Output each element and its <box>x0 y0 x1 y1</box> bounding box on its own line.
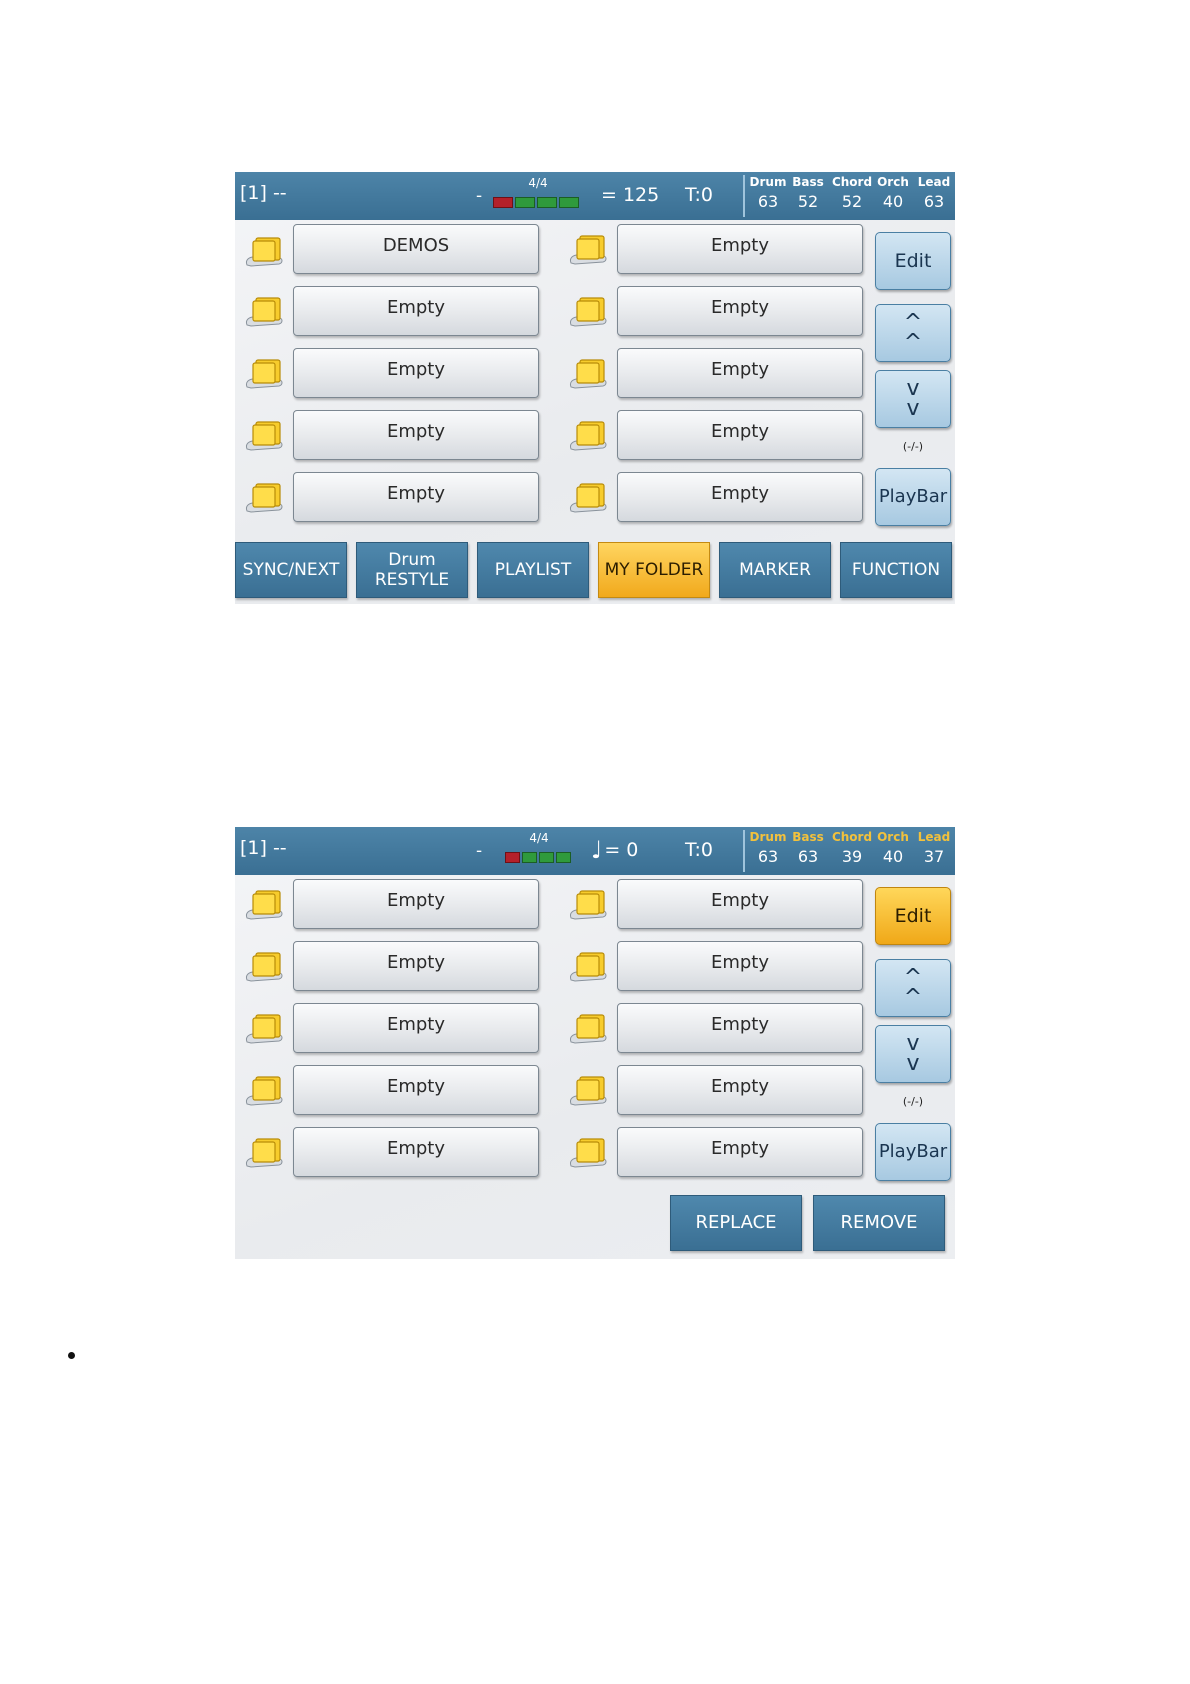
page-up-button[interactable] <box>875 959 951 1017</box>
tab-label: MY FOLDER <box>604 560 704 580</box>
song-name: [1] -- <box>240 837 287 859</box>
folder-icon <box>567 292 609 332</box>
mixer-label: Bass <box>792 830 824 844</box>
beat-indicator <box>505 852 520 863</box>
beat-indicator <box>537 197 557 208</box>
chevron-down-icon: v <box>906 396 920 421</box>
tempo-value: = 125 <box>601 184 660 206</box>
mixer-value: 52 <box>841 192 863 211</box>
song-name: [1] -- <box>240 182 287 204</box>
folder-slot-button[interactable]: Empty <box>617 879 863 929</box>
status-bar <box>235 172 955 220</box>
mixer-value: 52 <box>797 192 819 211</box>
mixer-bass <box>787 174 829 214</box>
folder-slot-button[interactable]: Empty <box>293 410 539 460</box>
folder-icon <box>243 354 285 394</box>
folder-slot-button[interactable]: Empty <box>293 879 539 929</box>
mixer-value: 63 <box>757 847 779 866</box>
remove-button[interactable]: REMOVE <box>813 1195 945 1251</box>
folder-icon <box>243 947 285 987</box>
tab-label: RESTYLE <box>374 570 450 590</box>
folder-slot-button[interactable]: Empty <box>617 348 863 398</box>
chevron-up-icon: ^ <box>903 985 923 1010</box>
mixer-value: 39 <box>841 847 863 866</box>
page-down-button[interactable] <box>875 1025 951 1083</box>
folder-icon <box>243 416 285 456</box>
chevron-down-icon: v <box>906 376 920 401</box>
mixer-label: Lead <box>917 830 951 844</box>
mixer-value: 40 <box>882 192 904 211</box>
beat-indicator <box>539 852 554 863</box>
mixer-drum <box>747 829 789 869</box>
mixer-label: Orch <box>877 830 909 844</box>
mixer-label: Drum <box>749 175 787 189</box>
tab-drum-restyle[interactable] <box>356 542 468 598</box>
folder-icon <box>567 947 609 987</box>
tab-sync-next[interactable] <box>235 542 347 598</box>
mixer-drum <box>747 174 789 214</box>
mixer-chord <box>831 829 873 869</box>
page-indicator: (-/-) <box>902 1095 924 1108</box>
time-signature: 4/4 <box>528 176 548 190</box>
folder-slot-button[interactable]: Empty <box>617 1065 863 1115</box>
mixer-label: Chord <box>831 175 873 189</box>
folder-slot-button[interactable]: Empty <box>617 1003 863 1053</box>
mixer-orch <box>872 829 914 869</box>
beat-indicator <box>522 852 537 863</box>
folder-slot-button[interactable]: Empty <box>617 941 863 991</box>
divider <box>743 175 745 217</box>
mixer-orch <box>872 174 914 214</box>
chevron-down-icon: v <box>906 1031 920 1056</box>
folder-icon <box>567 416 609 456</box>
beat-indicator <box>493 197 513 208</box>
folder-slot-button[interactable]: Empty <box>617 224 863 274</box>
chevron-up-icon: ^ <box>903 330 923 355</box>
beat-indicator <box>515 197 535 208</box>
tab-marker[interactable] <box>719 542 831 598</box>
chevron-down-icon: v <box>906 1051 920 1076</box>
tab-function[interactable] <box>840 542 952 598</box>
mixer-value: 37 <box>923 847 945 866</box>
time-signature: 4/4 <box>529 831 549 845</box>
mixer-value: 40 <box>882 847 904 866</box>
tab-label: PLAYLIST <box>494 560 572 580</box>
tab-playlist[interactable] <box>477 542 589 598</box>
folder-slot-button[interactable]: Empty <box>293 472 539 522</box>
folder-icon <box>567 1009 609 1049</box>
mixer-value: 63 <box>757 192 779 211</box>
folder-icon <box>243 1009 285 1049</box>
playbar-button[interactable]: PlayBar <box>875 468 951 526</box>
mixer-label: Bass <box>792 175 824 189</box>
folder-slot-button[interactable]: DEMOS <box>293 224 539 274</box>
beat-indicator <box>556 852 571 863</box>
status-bar <box>235 827 955 875</box>
tempo-display <box>601 184 659 206</box>
folder-icon <box>243 292 285 332</box>
folder-icon <box>567 1071 609 1111</box>
edit-button[interactable]: Edit <box>875 232 951 290</box>
tempo-display <box>591 836 639 864</box>
mixer-lead <box>913 829 955 869</box>
folder-icon <box>243 232 285 272</box>
page-up-button[interactable] <box>875 304 951 362</box>
divider <box>743 830 745 872</box>
page-indicator: (-/-) <box>902 440 924 453</box>
folder-slot-button[interactable]: Empty <box>617 286 863 336</box>
mixer-label: Orch <box>877 175 909 189</box>
folder-icon <box>243 885 285 925</box>
folder-slot-button[interactable]: Empty <box>293 348 539 398</box>
folder-slot-button[interactable]: Empty <box>617 1127 863 1177</box>
folder-slot-button[interactable]: Empty <box>293 286 539 336</box>
mixer-label: Chord <box>831 830 873 844</box>
edit-button[interactable]: Edit <box>875 887 951 945</box>
transpose-display: T:0 <box>685 839 714 861</box>
folder-icon <box>243 1133 285 1173</box>
folder-slot-button[interactable]: Empty <box>617 472 863 522</box>
mixer-value: 63 <box>797 847 819 866</box>
tab-bar <box>235 542 955 600</box>
folder-slot-button[interactable]: Empty <box>293 1065 539 1115</box>
mixer-value: 63 <box>923 192 945 211</box>
folder-icon <box>567 230 609 270</box>
chevron-up-icon: ^ <box>903 965 923 990</box>
folder-slot-button[interactable]: Empty <box>617 410 863 460</box>
mixer-lead <box>913 174 955 214</box>
tab-label: MARKER <box>739 560 811 580</box>
beat-indicator <box>559 197 579 208</box>
list-bullet <box>68 1352 75 1359</box>
mixer-chord <box>831 174 873 214</box>
folder-icon <box>567 885 609 925</box>
mixer-label: Drum <box>749 830 787 844</box>
replace-button[interactable]: REPLACE <box>670 1195 802 1251</box>
quarter-note-icon: ♩ <box>591 836 603 864</box>
folder-icon <box>243 1071 285 1111</box>
folder-icon <box>243 478 285 518</box>
folder-icon <box>567 478 609 518</box>
beat-meter <box>505 831 573 871</box>
mixer-label: Lead <box>917 175 951 189</box>
mixer-levels <box>747 174 953 218</box>
page-down-button[interactable] <box>875 370 951 428</box>
folder-icon <box>567 1133 609 1173</box>
folder-icon <box>567 354 609 394</box>
tab-my-folder[interactable] <box>598 542 710 598</box>
folder-slot-button[interactable]: Empty <box>293 941 539 991</box>
mixer-levels <box>747 829 953 873</box>
mixer-bass <box>787 829 829 869</box>
tab-label: SYNC/NEXT <box>242 560 340 580</box>
folder-slot-button[interactable]: Empty <box>293 1003 539 1053</box>
playbar-button[interactable]: PlayBar <box>875 1123 951 1181</box>
status-dash: - <box>476 186 483 206</box>
tab-label: Drum <box>388 550 436 570</box>
beat-meter <box>493 176 583 216</box>
my-folder-screen <box>235 172 955 604</box>
folder-slot-button[interactable]: Empty <box>293 1127 539 1177</box>
chevron-up-icon: ^ <box>903 310 923 335</box>
transpose-display: T:0 <box>685 184 714 206</box>
my-folder-edit-screen <box>235 827 955 1259</box>
status-dash: - <box>476 841 483 861</box>
tempo-value: = 0 <box>604 839 639 861</box>
tab-label: FUNCTION <box>851 560 941 580</box>
